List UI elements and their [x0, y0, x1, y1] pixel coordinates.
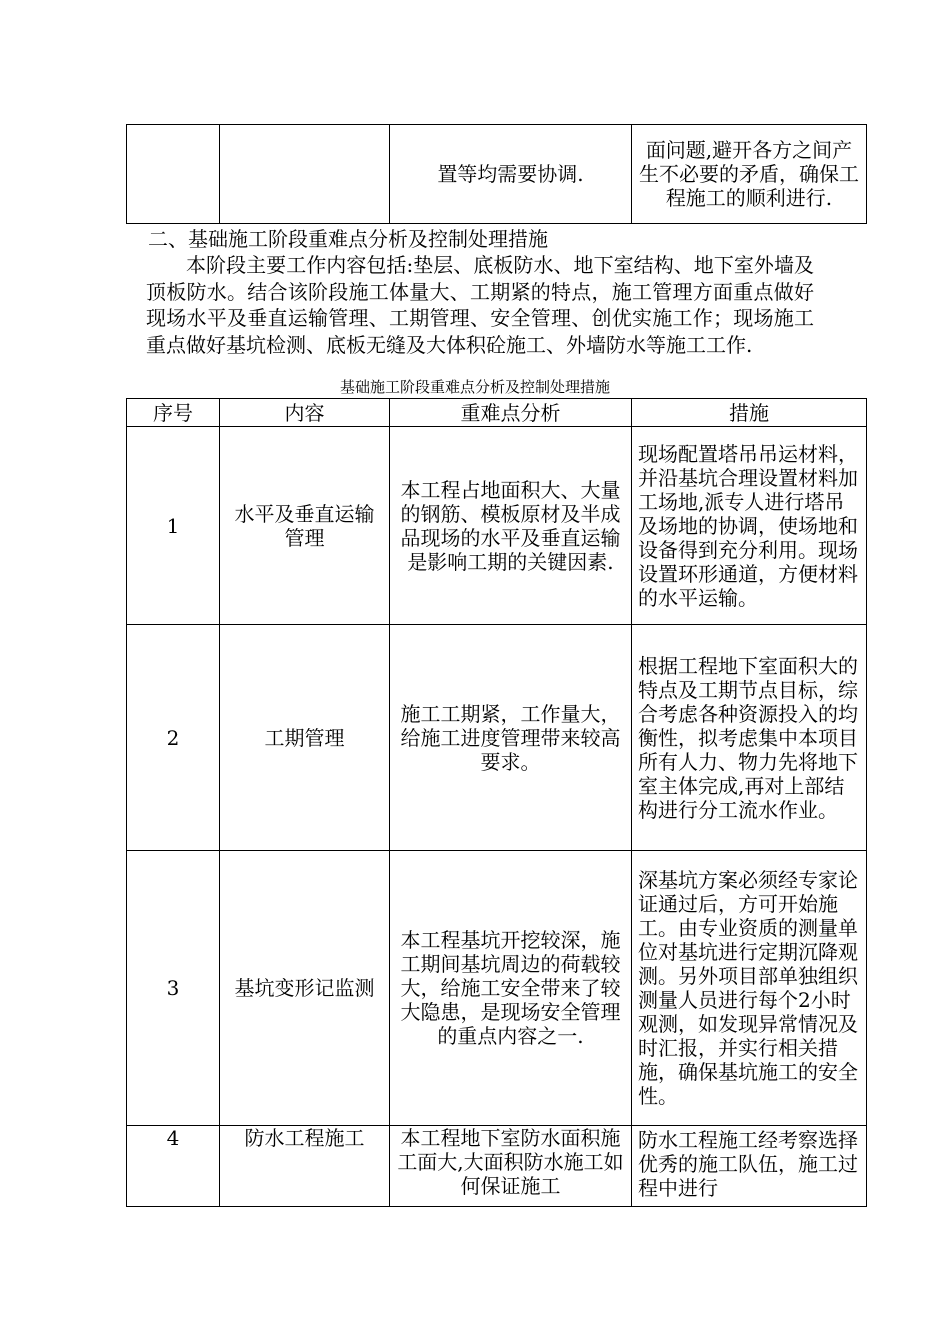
table-row: [127, 625, 867, 851]
section-paragraph: 本阶段主要工作内容包括:垫层、底板防水、地下室结构、地下室外墙及顶板防水。结合该阶段施工体量大、工期紧的特点，施工管理方面重点做好现场水平及垂直运输管理、工期管理、安全管理、创优实施工作；现场施工重点做好基坑检测、底板无缝及大体积砼施工、外墙防水等施工工作.: [146, 253, 814, 357]
row-measure: 防水工程施工经考察选择优秀的施工队伍，施工过程中进行: [632, 1126, 867, 1207]
row-analysis: 施工工期紧，工作量大，给施工进度管理带来较高要求。: [390, 625, 632, 851]
row-measure: 根据工程地下室面积大的特点及工期节点目标，综合考虑各种资源投入的均衡性，拟考虑集中本项目所有人力、物力先将地下室主体完成,再对上部结构进行分工流水作业。: [632, 625, 867, 851]
table-cell: 面问题,避开各方之间产生不必要的矛盾，确保工程施工的顺利进行.: [632, 125, 867, 224]
row-number: 3: [127, 851, 220, 1126]
continuation-table: [126, 124, 867, 224]
table-row: [127, 125, 867, 224]
row-analysis: 本工程基坑开挖较深，施工期间基坑周边的荷载较大，给施工安全带来了较大隐患，是现场安全管理的重点内容之一.: [390, 851, 632, 1126]
analysis-table: [126, 398, 867, 1207]
row-content: 防水工程施工: [220, 1126, 390, 1207]
table-row: [127, 1126, 867, 1207]
table-cell: 置等均需要协调.: [390, 125, 632, 224]
row-measure: 现场配置塔吊吊运材料，并沿基坑合理设置材料加工场地,派专人进行塔吊及场地的协调，使场地和设备得到充分利用。现场设置环形通道，方便材料的水平运输。: [632, 427, 867, 625]
row-analysis: 本工程占地面积大、大量的钢筋、模板原材及半成品现场的水平及垂直运输是影响工期的关键因素.: [390, 427, 632, 625]
column-header-measure: 措施: [632, 399, 867, 427]
column-header-no: 序号: [127, 399, 220, 427]
row-number: 2: [127, 625, 220, 851]
row-content: 水平及垂直运输管理: [220, 427, 390, 625]
row-content: 基坑变形记监测: [220, 851, 390, 1126]
column-header-analysis: 重难点分析: [390, 399, 632, 427]
row-analysis: 本工程地下室防水面积施工面大,大面积防水施工如何保证施工: [390, 1126, 632, 1207]
table-row: [127, 427, 867, 625]
table-cell: [127, 125, 220, 224]
row-content: 工期管理: [220, 625, 390, 851]
section-heading: 二、基础施工阶段重难点分析及控制处理措施: [148, 227, 548, 251]
column-header-content: 内容: [220, 399, 390, 427]
row-number: 4: [127, 1126, 220, 1207]
table-cell: [220, 125, 390, 224]
table-row: [127, 851, 867, 1126]
row-number: 1: [127, 427, 220, 625]
table-caption: 基础施工阶段重难点分析及控制处理措施: [339, 378, 610, 396]
table-header-row: [127, 399, 867, 427]
row-measure: 深基坑方案必须经专家论证通过后，方可开始施工。由专业资质的测量单位对基坑进行定期沉降观测。另外项目部单独组织测量人员进行每个2小时观测，如发现异常情况及时汇报，并实行相关措施，确保基坑施工的安全性。: [632, 851, 867, 1126]
